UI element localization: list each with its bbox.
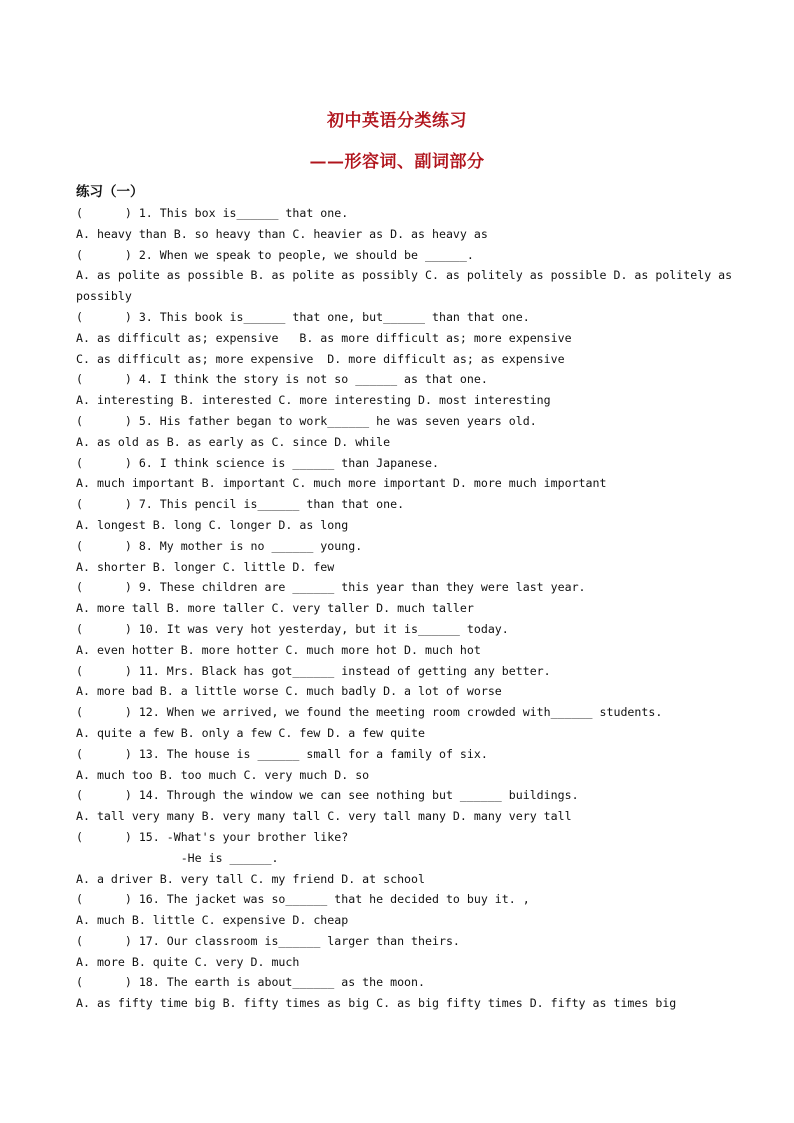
options-line: A. heavy than B. so heavy than C. heavier as D. as heavy as [76,226,488,241]
question-line: ( ) 18. The earth is about______ as the moon. [76,975,426,990]
question-line: ( ) 17. Our classroom is______ larger than theirs. [76,933,460,948]
options-line: A. longest B. long C. longer D. as long [76,517,349,532]
question-line: ( ) 1. This box is______ that one. [76,206,349,220]
question-line: ( ) 14. Through the window we can see nothing but ______ buildings. [76,788,579,803]
section-heading: 练习（一） [76,184,144,200]
options-line: A. more B. quite C. very D. much [76,954,300,969]
options-line: A. much B. little C. expensive D. cheap [76,913,349,928]
question-list [76,203,736,1014]
options-line: A. as difficult as; expensive B. as more difficult as; more expensive [76,330,572,345]
options-line: A. as old as B. as early as C. since D. while [76,434,391,449]
options-line: A. a driver B. very tall C. my friend D. at school [76,871,426,886]
question-line: ( ) 8. My mother is no ______ young. [76,538,363,553]
question-line: ( ) 15. -What's your brother like? [76,829,349,844]
document-title: 初中英语分类练习 [327,111,467,131]
question-line: ( ) 11. Mrs. Black has got______ instead of getting any better. [76,663,551,678]
question-line: ( ) 13. The house is ______ small for a family of six. [76,746,488,761]
options-line: A. much too B. too much C. very much D. so [76,767,370,782]
question-line: ( ) 10. It was very hot yesterday, but it is______ today. [76,621,509,636]
options-line: A. quite a few B. only a few C. few D. a few quite [76,725,426,740]
question-line: ( ) 2. When we speak to people, we should be ______. [76,247,474,262]
options-line: A. shorter B. longer C. little D. few [76,559,335,574]
options-line: A. more bad B. a little worse C. much badly D. a lot of worse [76,684,502,699]
options-line: A. as polite as possible B. as polite as possibly C. as politely as possible D. as politely as [76,268,733,283]
question-line: ( ) 12. When we arrived, we found the meeting room crowded with______ students. [76,705,663,720]
question-line: ( ) 16. The jacket was so______ that he decided to buy it. , [76,892,530,907]
question-line: ( ) 3. This book is______ that one, but______ than that one. [76,309,530,324]
options-line: A. even hotter B. more hotter C. much more hot D. much hot [76,642,481,657]
options-line: A. much important B. important C. much more important D. more much important [76,476,607,491]
options-line: A. more tall B. more taller C. very taller D. much taller [76,601,474,616]
question-line: ( ) 4. I think the story is not so ______ as that one. [76,372,488,387]
options-line: possibly [76,289,132,304]
options-line: C. as difficult as; more expensive D. more difficult as; as expensive [76,351,565,366]
question-line: ( ) 5. His father began to work______ he was seven years old. [76,413,537,428]
options-line: A. interesting B. interested C. more interesting D. most interesting [76,393,551,408]
options-line: -He is ______. [76,850,279,865]
options-line: A. as fifty time big B. fifty times as big C. as big fifty times D. fifty as times big [76,996,677,1011]
question-line: ( ) 6. I think science is ______ than Japanese. [76,455,439,470]
question-line: ( ) 7. This pencil is______ than that one. [76,497,405,512]
document-subtitle: ——形容词、副词部分 [309,152,485,172]
question-line: ( ) 9. These children are ______ this year than they were last year. [76,580,586,595]
options-line: A. tall very many B. very many tall C. very tall many D. many very tall [76,809,572,824]
